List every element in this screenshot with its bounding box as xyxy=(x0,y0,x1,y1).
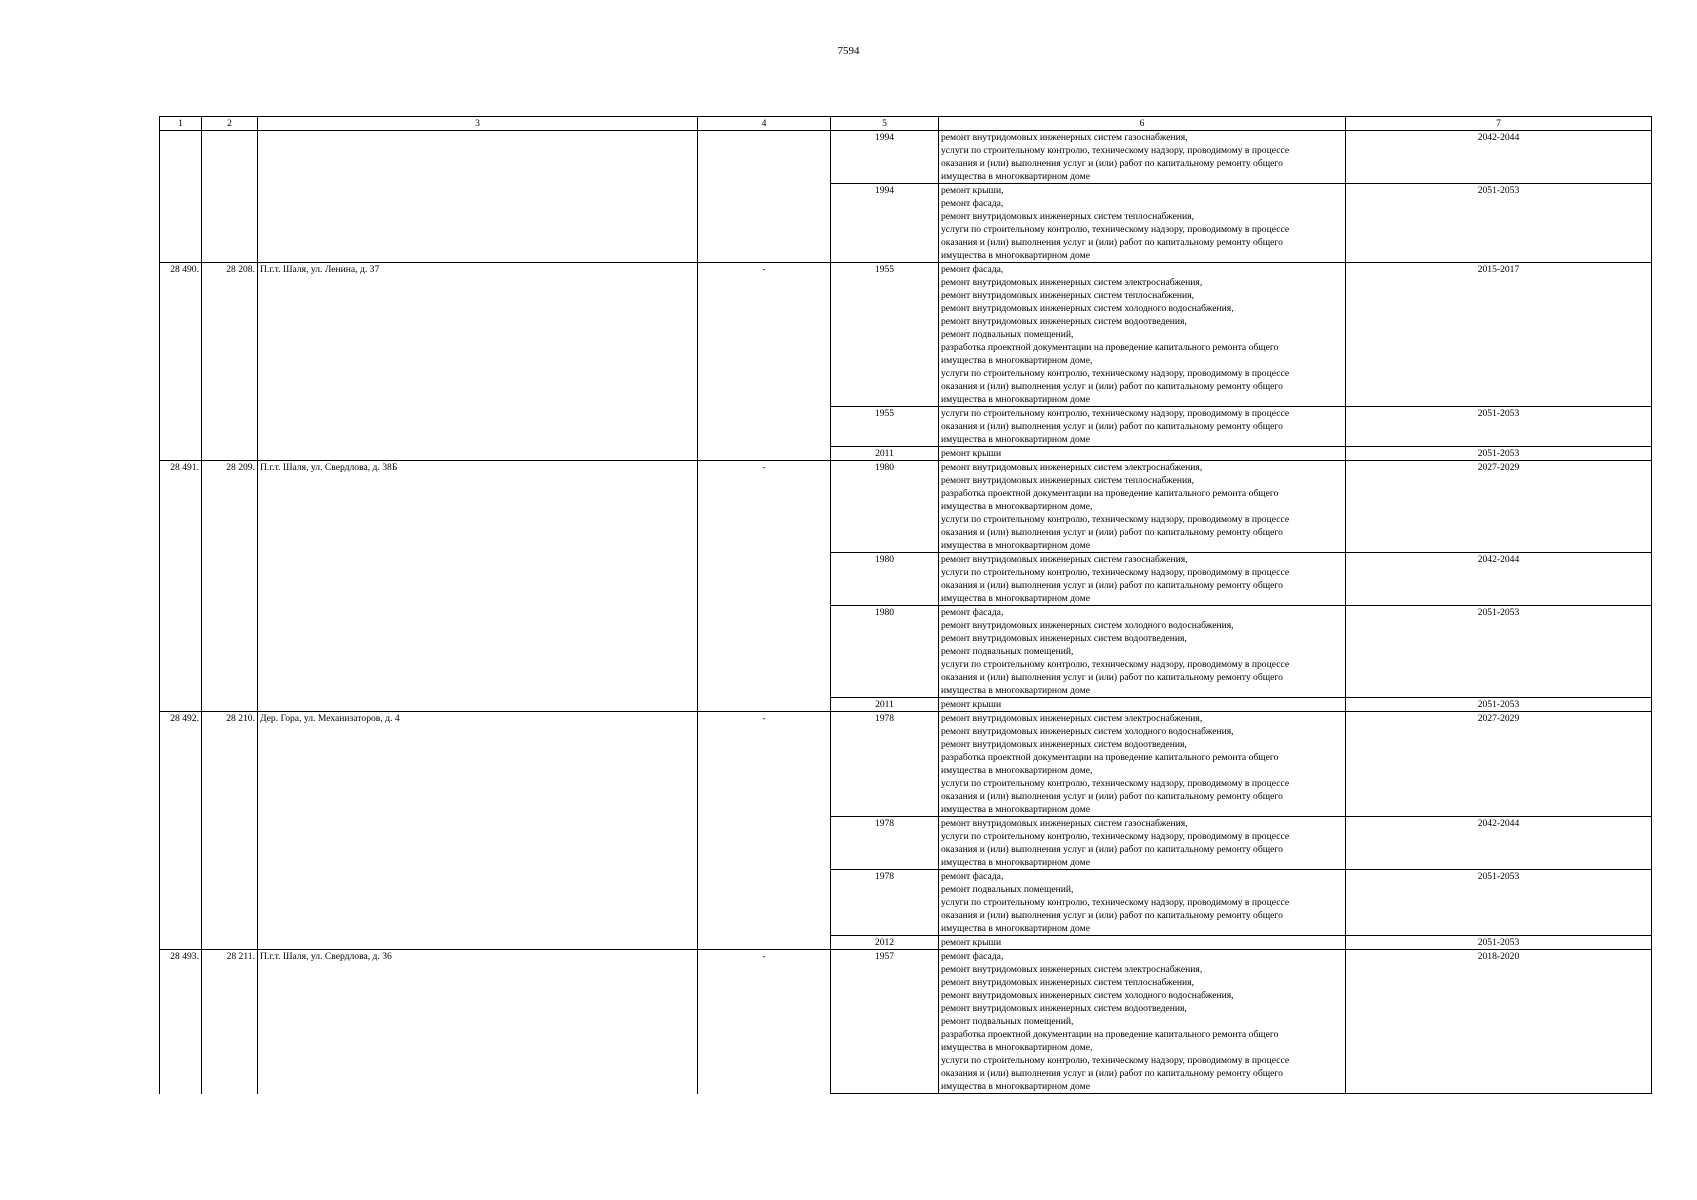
record-number: 28 493. xyxy=(160,950,202,1094)
repair-works xyxy=(939,936,1346,950)
repair-work-line: имущества в многоквартирном доме xyxy=(941,394,1090,405)
repair-work-line: ремонт внутридомовых инженерных систем газоснабжения, xyxy=(941,818,1188,829)
planned-period: 2051-2053 xyxy=(1346,870,1652,936)
repair-work-line: ремонт крыши xyxy=(941,937,1002,948)
repair-work-line: разработка проектной документации на проведение капитального ремонта общего xyxy=(941,488,1279,499)
repair-work-line: оказания и (или) выполнения услуг и (или) работ по капитальному ремонту общего xyxy=(941,158,1283,169)
repair-work-line: ремонт внутридомовых инженерных систем теплоснабжения, xyxy=(941,977,1194,988)
repair-work-line: ремонт внутридомовых инженерных систем электроснабжения, xyxy=(941,713,1203,724)
repair-work-line: ремонт крыши, xyxy=(941,185,1004,196)
house-address: П.г.т. Шаля, ул. Свердлова, д. 36 xyxy=(258,950,698,1094)
repair-work-line: оказания и (или) выполнения услуг и (или) работ по капитальному ремонту общего xyxy=(941,237,1283,248)
repair-work-line: разработка проектной документации на проведение капитального ремонта общего xyxy=(941,342,1279,353)
commission-year: 2011 xyxy=(831,447,939,461)
repair-work-line: ремонт внутридомовых инженерных систем водоотведения, xyxy=(941,316,1187,327)
repair-work-line: услуги по строительному контролю, техническому надзору, проводимому в процессе xyxy=(941,408,1290,419)
planned-period: 2051-2053 xyxy=(1346,184,1652,263)
repair-works xyxy=(939,553,1346,606)
register-number xyxy=(202,131,258,263)
commission-year: 1978 xyxy=(831,870,939,936)
repair-work-line: разработка проектной документации на проведение капитального ремонта общего xyxy=(941,752,1279,763)
repair-work-line: оказания и (или) выполнения услуг и (или) работ по капитальному ремонту общего xyxy=(941,672,1283,683)
repair-work-line: услуги по строительному контролю, техническому надзору, проводимому в процессе xyxy=(941,897,1290,908)
repair-work-line: имущества в многоквартирном доме xyxy=(941,857,1090,868)
table-row xyxy=(160,461,1652,553)
repair-work-line: оказания и (или) выполнения услуг и (или) работ по капитальному ремонту общего xyxy=(941,421,1283,432)
planned-period: 2027-2029 xyxy=(1346,461,1652,553)
register-number: 28 210. xyxy=(202,712,258,950)
commission-year: 1955 xyxy=(831,407,939,447)
repair-works xyxy=(939,817,1346,870)
repair-work-line: услуги по строительному контролю, техническому надзору, проводимому в процессе xyxy=(941,145,1290,156)
commission-year: 1980 xyxy=(831,461,939,553)
planned-period: 2051-2053 xyxy=(1346,407,1652,447)
house-address: П.г.т. Шаля, ул. Свердлова, д. 38Б xyxy=(258,461,698,712)
repair-work-line: услуги по строительному контролю, техническому надзору, проводимому в процессе xyxy=(941,778,1290,789)
repair-work-line: услуги по строительному контролю, техническому надзору, проводимому в процессе xyxy=(941,1055,1290,1066)
column-number-row xyxy=(160,117,1652,131)
record-number: 28 492. xyxy=(160,712,202,950)
commission-year: 1978 xyxy=(831,817,939,870)
repair-work-line: имущества в многоквартирном доме, xyxy=(941,765,1093,776)
repair-work-line: имущества в многоквартирном доме xyxy=(941,1081,1090,1092)
repair-work-line: имущества в многоквартирном доме xyxy=(941,923,1090,934)
repair-work-line: имущества в многоквартирном доме xyxy=(941,171,1090,182)
table-row xyxy=(160,131,1652,184)
repair-work-line: услуги по строительному контролю, техническому надзору, проводимому в процессе xyxy=(941,514,1290,525)
repair-work-line: ремонт крыши xyxy=(941,448,1002,459)
repair-work-line: ремонт фасада, xyxy=(941,264,1004,275)
commission-year: 1957 xyxy=(831,950,939,1094)
house-address: Дер. Гора, ул. Механизаторов, д. 4 xyxy=(258,712,698,950)
planned-period: 2051-2053 xyxy=(1346,606,1652,698)
column-4-value xyxy=(698,131,831,263)
repair-works xyxy=(939,950,1346,1094)
column-4-value: - xyxy=(698,263,831,461)
column-header-1: 1 xyxy=(160,117,202,131)
repair-works xyxy=(939,407,1346,447)
commission-year: 1955 xyxy=(831,263,939,407)
column-header-6: 6 xyxy=(939,117,1346,131)
register-number: 28 208. xyxy=(202,263,258,461)
repair-work-line: ремонт фасада, xyxy=(941,607,1004,618)
register-number: 28 211. xyxy=(202,950,258,1094)
repair-work-line: оказания и (или) выполнения услуг и (или) работ по капитальному ремонту общего xyxy=(941,844,1283,855)
repair-work-line: ремонт подвальных помещений, xyxy=(941,646,1074,657)
column-header-7: 7 xyxy=(1346,117,1652,131)
repair-work-line: оказания и (или) выполнения услуг и (или) работ по капитальному ремонту общего xyxy=(941,527,1283,538)
repair-work-line: имущества в многоквартирном доме xyxy=(941,804,1090,815)
commission-year: 1980 xyxy=(831,553,939,606)
repair-work-line: имущества в многоквартирном доме xyxy=(941,685,1090,696)
repair-works xyxy=(939,461,1346,553)
repair-work-line: ремонт внутридомовых инженерных систем теплоснабжения, xyxy=(941,475,1194,486)
repair-work-line: имущества в многоквартирном доме, xyxy=(941,355,1093,366)
repair-work-line: ремонт внутридомовых инженерных систем водоотведения, xyxy=(941,633,1187,644)
repair-works xyxy=(939,263,1346,407)
repair-work-line: ремонт фасада, xyxy=(941,871,1004,882)
column-header-5: 5 xyxy=(831,117,939,131)
repair-work-line: ремонт внутридомовых инженерных систем холодного водоснабжения, xyxy=(941,620,1234,631)
planned-period: 2018-2020 xyxy=(1346,950,1652,1094)
table-row xyxy=(160,712,1652,817)
register-number: 28 209. xyxy=(202,461,258,712)
repair-work-line: имущества в многоквартирном доме, xyxy=(941,501,1093,512)
repair-works xyxy=(939,870,1346,936)
repair-work-line: услуги по строительному контролю, техническому надзору, проводимому в процессе xyxy=(941,224,1290,235)
record-number: 28 491. xyxy=(160,461,202,712)
commission-year: 2012 xyxy=(831,936,939,950)
repair-works xyxy=(939,131,1346,184)
commission-year: 1994 xyxy=(831,184,939,263)
commission-year: 1978 xyxy=(831,712,939,817)
repair-work-line: ремонт внутридомовых инженерных систем электроснабжения, xyxy=(941,964,1203,975)
repair-work-line: ремонт внутридомовых инженерных систем газоснабжения, xyxy=(941,132,1188,143)
repair-work-line: ремонт внутридомовых инженерных систем электроснабжения, xyxy=(941,277,1203,288)
repair-work-line: ремонт внутридомовых инженерных систем холодного водоснабжения, xyxy=(941,990,1234,1001)
repair-work-line: оказания и (или) выполнения услуг и (или) работ по капитальному ремонту общего xyxy=(941,580,1283,591)
repair-work-line: имущества в многоквартирном доме xyxy=(941,434,1090,445)
repair-work-line: разработка проектной документации на проведение капитального ремонта общего xyxy=(941,1029,1279,1040)
repair-work-line: услуги по строительному контролю, техническому надзору, проводимому в процессе xyxy=(941,659,1290,670)
repair-work-line: услуги по строительному контролю, техническому надзору, проводимому в процессе xyxy=(941,368,1290,379)
repair-works xyxy=(939,447,1346,461)
table-row xyxy=(160,950,1652,1094)
commission-year: 1980 xyxy=(831,606,939,698)
planned-period: 2051-2053 xyxy=(1346,936,1652,950)
planned-period: 2015-2017 xyxy=(1346,263,1652,407)
repair-work-line: ремонт фасада, xyxy=(941,951,1004,962)
repair-work-line: ремонт подвальных помещений, xyxy=(941,884,1074,895)
planned-period: 2042-2044 xyxy=(1346,817,1652,870)
repair-work-line: ремонт внутридомовых инженерных систем газоснабжения, xyxy=(941,554,1188,565)
planned-period: 2042-2044 xyxy=(1346,131,1652,184)
repair-work-line: имущества в многоквартирном доме xyxy=(941,250,1090,261)
commission-year: 2011 xyxy=(831,698,939,712)
repair-works xyxy=(939,184,1346,263)
repair-work-line: ремонт внутридомовых инженерных систем электроснабжения, xyxy=(941,462,1203,473)
column-header-2: 2 xyxy=(202,117,258,131)
repair-work-line: ремонт крыши xyxy=(941,699,1002,710)
column-4-value: - xyxy=(698,712,831,950)
repair-works xyxy=(939,712,1346,817)
repair-work-line: ремонт внутридомовых инженерных систем теплоснабжения, xyxy=(941,290,1194,301)
repair-works xyxy=(939,606,1346,698)
commission-year: 1994 xyxy=(831,131,939,184)
repair-work-line: ремонт внутридомовых инженерных систем водоотведения, xyxy=(941,739,1187,750)
record-number: 28 490. xyxy=(160,263,202,461)
repair-work-line: услуги по строительному контролю, техническому надзору, проводимому в процессе xyxy=(941,567,1290,578)
table-body xyxy=(160,131,1652,1094)
column-header-3: 3 xyxy=(258,117,698,131)
repair-work-line: ремонт внутридомовых инженерных систем водоотведения, xyxy=(941,1003,1187,1014)
repair-work-line: ремонт фасада, xyxy=(941,198,1004,209)
table-row xyxy=(160,263,1652,407)
repair-work-line: ремонт подвальных помещений, xyxy=(941,1016,1074,1027)
repair-work-line: оказания и (или) выполнения услуг и (или) работ по капитальному ремонту общего xyxy=(941,1068,1283,1079)
repair-work-line: услуги по строительному контролю, техническому надзору, проводимому в процессе xyxy=(941,831,1290,842)
planned-period: 2051-2053 xyxy=(1346,447,1652,461)
repair-work-line: ремонт внутридомовых инженерных систем холодного водоснабжения, xyxy=(941,726,1234,737)
column-4-value: - xyxy=(698,950,831,1094)
repair-work-line: оказания и (или) выполнения услуг и (или) работ по капитальному ремонту общего xyxy=(941,910,1283,921)
repair-work-line: оказания и (или) выполнения услуг и (или) работ по капитальному ремонту общего xyxy=(941,791,1283,802)
planned-period: 2042-2044 xyxy=(1346,553,1652,606)
planned-period: 2051-2053 xyxy=(1346,698,1652,712)
repair-work-line: ремонт внутридомовых инженерных систем холодного водоснабжения, xyxy=(941,303,1234,314)
repair-work-line: ремонт подвальных помещений, xyxy=(941,329,1074,340)
column-4-value: - xyxy=(698,461,831,712)
record-number xyxy=(160,131,202,263)
planned-period: 2027-2029 xyxy=(1346,712,1652,817)
repair-work-line: имущества в многоквартирном доме xyxy=(941,593,1090,604)
page-number: 7594 xyxy=(837,45,860,57)
column-header-4: 4 xyxy=(698,117,831,131)
house-address xyxy=(258,131,698,263)
repair-work-line: имущества в многоквартирном доме, xyxy=(941,1042,1093,1053)
house-address: П.г.т. Шаля, ул. Ленина, д. 37 xyxy=(258,263,698,461)
repair-work-line: ремонт внутридомовых инженерных систем теплоснабжения, xyxy=(941,211,1194,222)
capital-repair-table xyxy=(159,116,1652,1094)
repair-works xyxy=(939,698,1346,712)
repair-work-line: оказания и (или) выполнения услуг и (или) работ по капитальному ремонту общего xyxy=(941,381,1283,392)
repair-work-line: имущества в многоквартирном доме xyxy=(941,540,1090,551)
